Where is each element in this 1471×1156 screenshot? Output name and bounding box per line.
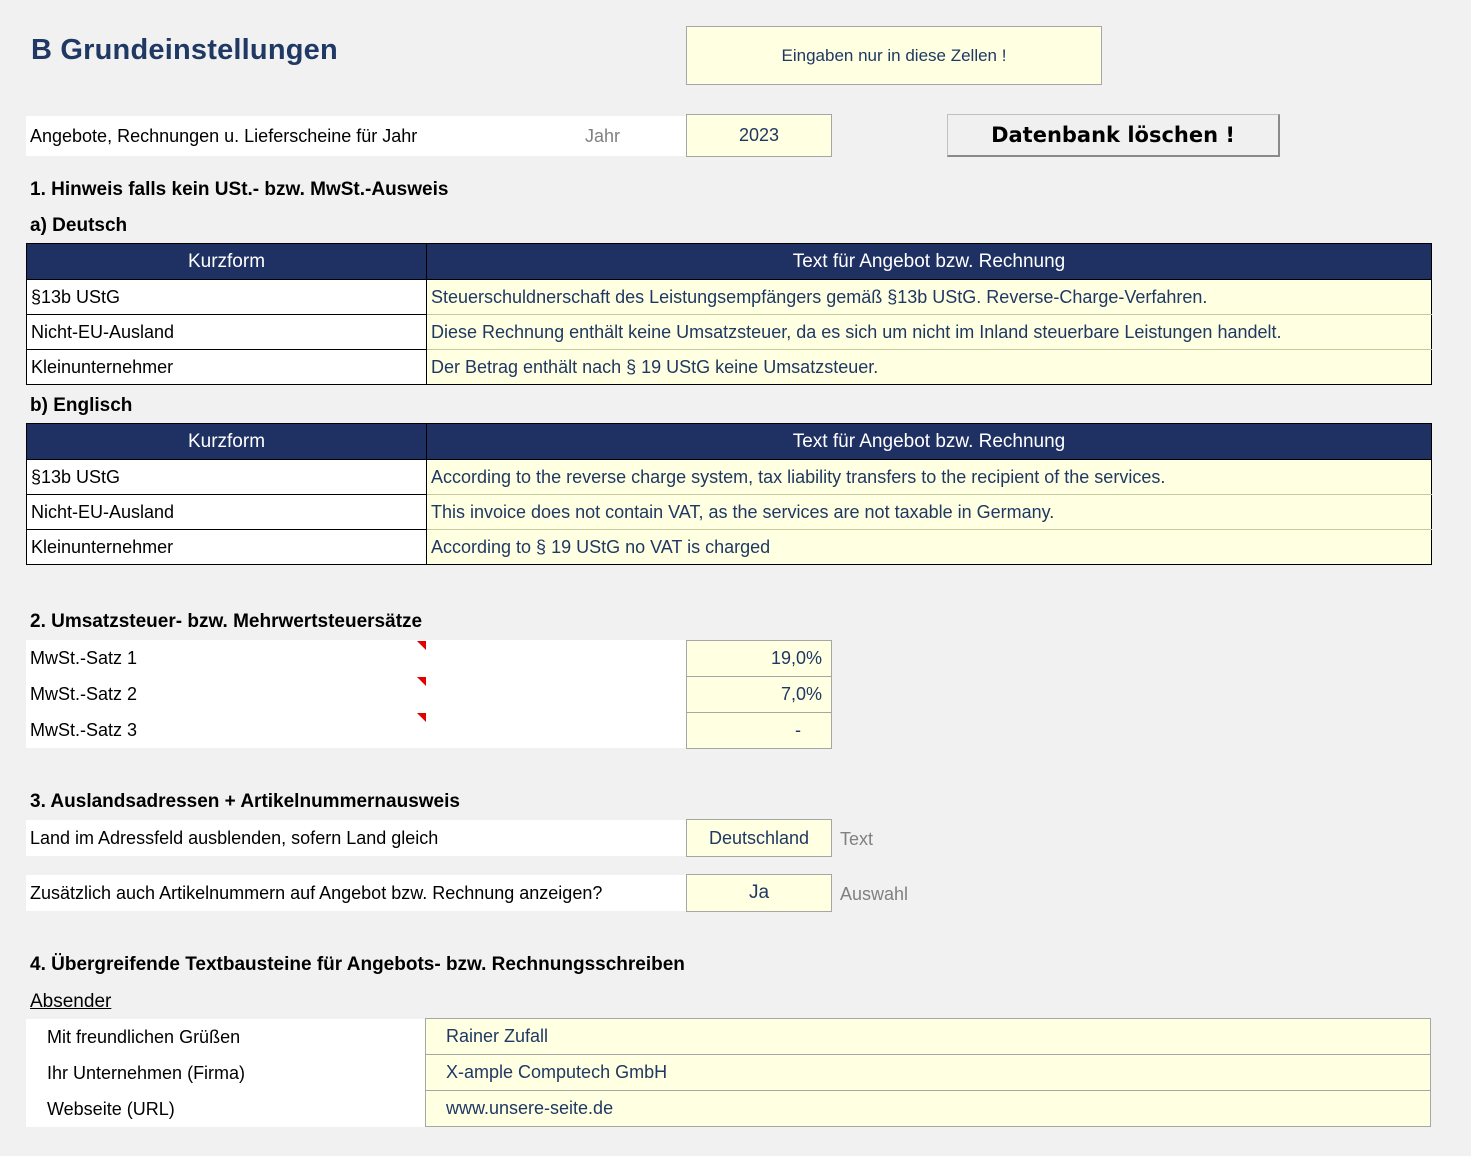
year-label: Angebote, Rechnungen u. Lieferscheine für Jahr <box>30 125 418 146</box>
section1-heading: 1. Hinweis falls kein USt.- bzw. MwSt.-Ausweis <box>30 179 449 200</box>
country-input[interactable]: Deutschland <box>686 819 832 857</box>
page-title: B Grundeinstellungen <box>31 34 338 66</box>
rate-label: MwSt.-Satz 3 <box>30 719 138 740</box>
short-cell: §13b UStG <box>27 280 427 315</box>
table-row <box>27 280 1432 315</box>
table-row <box>27 460 1432 495</box>
year-input[interactable]: 2023 <box>686 114 832 157</box>
rate-label: MwSt.-Satz 1 <box>30 647 138 668</box>
short-cell: Kleinunternehmer <box>27 530 427 565</box>
section4-heading: 4. Übergreifende Textbausteine für Angebots- bzw. Rechnungsschreiben <box>30 954 685 975</box>
country-row <box>26 820 686 856</box>
sender-subheading: Absender <box>30 991 112 1012</box>
comment-marker-icon[interactable] <box>417 713 426 722</box>
comment-marker-icon[interactable] <box>417 677 426 686</box>
year-unit-label: Jahr <box>585 126 621 146</box>
sender-label: Webseite (URL) <box>47 1099 175 1119</box>
english-heading: b) Englisch <box>30 395 133 416</box>
sender-input[interactable]: X-ample Computech GmbH <box>425 1054 1431 1091</box>
english-notice-table <box>26 423 1432 565</box>
rate-input[interactable]: 19,0% <box>686 640 832 677</box>
text-cell[interactable]: Steuerschuldnerschaft des Leistungsempfängers gemäß §13b UStG. Reverse-Charge-Verfahren. <box>427 280 1432 315</box>
delete-database-button[interactable]: Datenbank löschen ! <box>947 114 1280 157</box>
article-hint: Auswahl <box>840 884 909 904</box>
rate-label: MwSt.-Satz 2 <box>30 683 138 704</box>
article-row <box>26 875 686 911</box>
table-row <box>27 315 1432 350</box>
sender-label: Ihr Unternehmen (Firma) <box>47 1063 246 1083</box>
table-row <box>27 495 1432 530</box>
table-row <box>27 530 1432 565</box>
col-short-header: Kurzform <box>27 244 427 280</box>
rate-input[interactable]: 7,0% <box>686 676 832 713</box>
german-heading: a) Deutsch <box>30 215 128 236</box>
article-label: Zusätzlich auch Artikelnummern auf Angebot bzw. Rechnung anzeigen? <box>30 882 603 903</box>
country-label: Land im Adressfeld ausblenden, sofern Land gleich <box>30 827 439 848</box>
text-cell[interactable]: Der Betrag enthält nach § 19 UStG keine Umsatzsteuer. <box>427 350 1432 385</box>
col-short-header: Kurzform <box>27 424 427 460</box>
sender-input[interactable]: Rainer Zufall <box>425 1018 1431 1055</box>
table-row <box>27 350 1432 385</box>
short-cell: Kleinunternehmer <box>27 350 427 385</box>
short-cell: §13b UStG <box>27 460 427 495</box>
german-notice-table <box>26 243 1432 385</box>
input-hint-note: Eingaben nur in diese Zellen ! <box>686 26 1102 85</box>
text-cell[interactable]: According to the reverse charge system, tax liability transfers to the recipient of the services. <box>427 460 1432 495</box>
sender-label: Mit freundlichen Grüßen <box>47 1027 241 1047</box>
section2-heading: 2. Umsatzsteuer- bzw. Mehrwertsteuersätze <box>30 611 423 632</box>
text-cell[interactable]: According to § 19 UStG no VAT is charged <box>427 530 1432 565</box>
section3-heading: 3. Auslandsadressen + Artikelnummernausweis <box>30 791 460 812</box>
short-cell: Nicht-EU-Ausland <box>27 315 427 350</box>
text-cell[interactable]: This invoice does not contain VAT, as the services are not taxable in Germany. <box>427 495 1432 530</box>
comment-marker-icon[interactable] <box>417 641 426 650</box>
article-select[interactable]: Ja <box>686 874 832 912</box>
country-hint: Text <box>840 829 874 849</box>
text-cell[interactable]: Diese Rechnung enthält keine Umsatzsteuer, da es sich um nicht im Inland steuerbare Leistungen handelt. <box>427 315 1432 350</box>
short-cell: Nicht-EU-Ausland <box>27 495 427 530</box>
sender-input[interactable]: www.unsere-seite.de <box>425 1090 1431 1127</box>
col-text-header: Text für Angebot bzw. Rechnung <box>427 244 1432 280</box>
rate-input[interactable]: - <box>686 712 832 749</box>
col-text-header: Text für Angebot bzw. Rechnung <box>427 424 1432 460</box>
